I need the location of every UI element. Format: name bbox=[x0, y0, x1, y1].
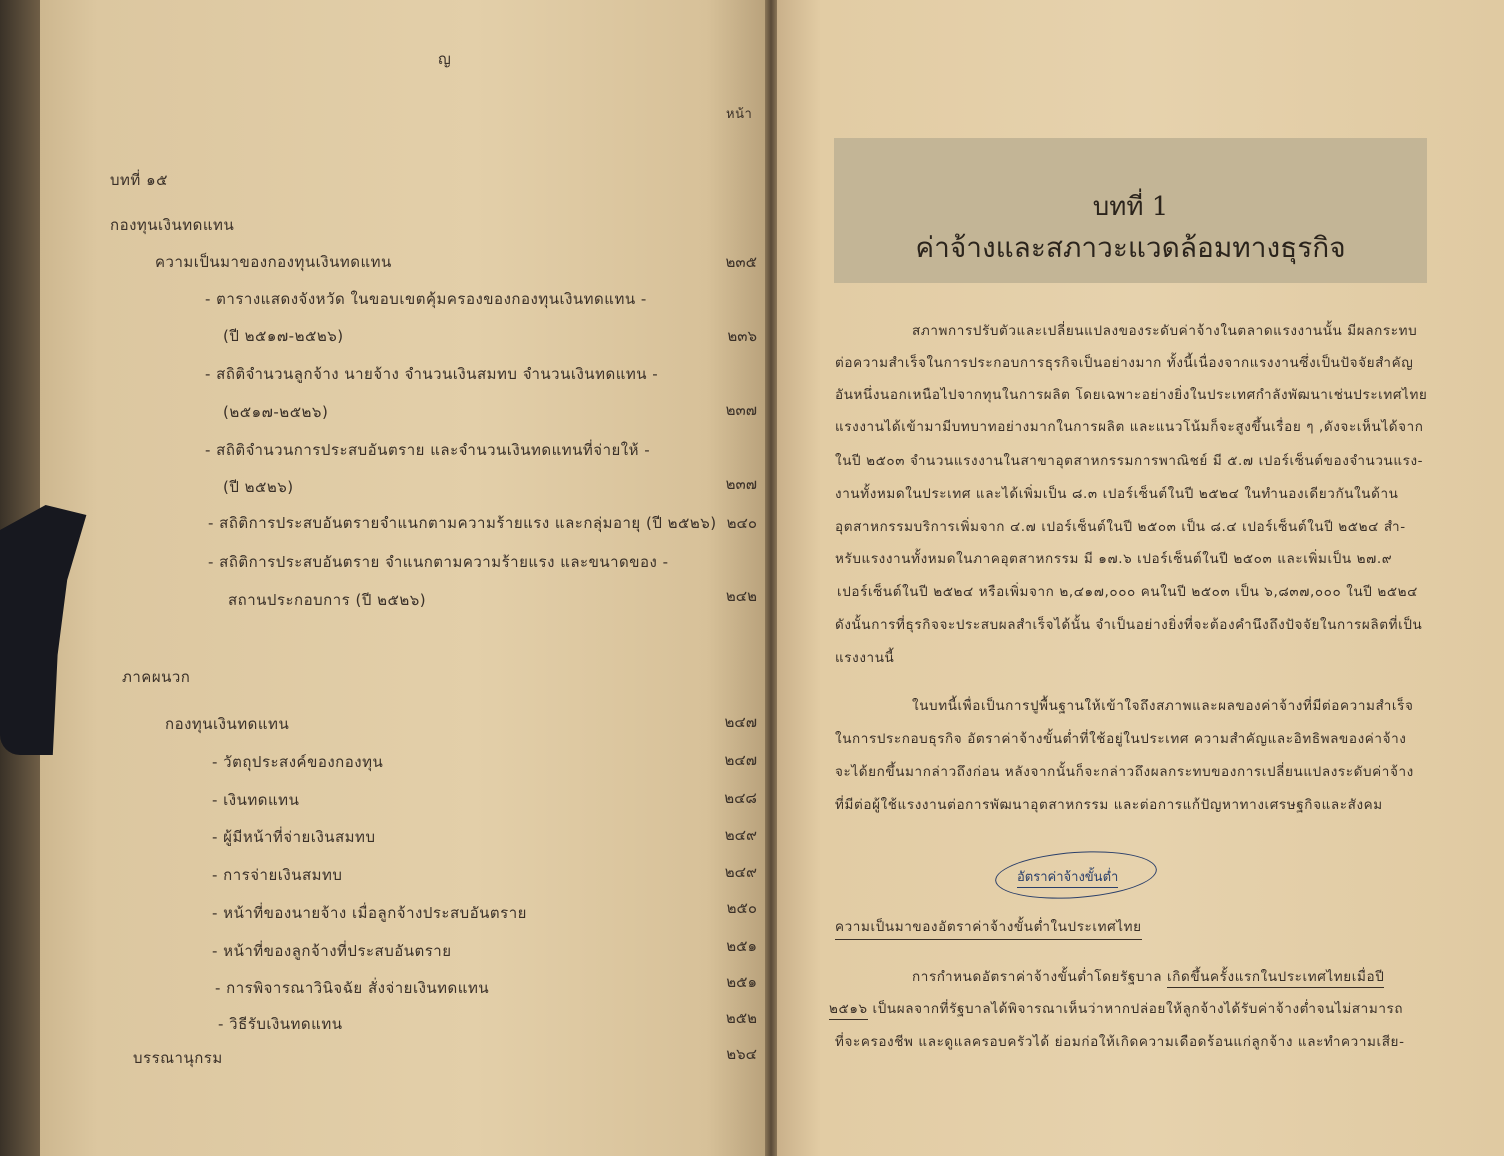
toc-page-number: ๒๔๒ bbox=[725, 587, 757, 605]
toc-entry: ความเป็นมาของกองทุนเงินทดแทน bbox=[155, 253, 392, 271]
paragraph-line: ในการประกอบธุรกิจ อัตราค่าจ้างขั้นต่ำที่ใช้อยู่ในประเทศ ความสำคัญและอิทธิพลของค่าจ้าง bbox=[835, 731, 1407, 747]
appendix-entry: - หน้าที่ของนายจ้าง เมื่อลูกจ้างประสบอันตราย bbox=[212, 904, 527, 922]
toc-entry: - สถิติการประสบอันตรายจำแนกตามความร้ายแรง และกลุ่มอายุ (ปี ๒๕๒๖) bbox=[208, 514, 717, 532]
underlined-text: ๒๕๑๖ bbox=[829, 1001, 868, 1020]
appendix-entry: - การจ่ายเงินสมทบ bbox=[212, 866, 343, 884]
appendix-section: กองทุนเงินทดแทน bbox=[165, 715, 290, 733]
toc-entry: - สถิติจำนวนการประสบอันตราย และจำนวนเงินทดแทนที่จ่ายให้ - bbox=[205, 441, 651, 459]
toc-entry: (ปี ๒๕๑๗-๒๕๒๖) bbox=[223, 327, 344, 345]
appendix-entry: - การพิจารณาวินิจฉัย สั่งจ่ายเงินทดแทน bbox=[215, 979, 490, 997]
underlined-text: เกิดขึ้นครั้งแรกในประเทศไทยเมื่อปี bbox=[1167, 969, 1384, 988]
appendix-entry: - ผู้มีหน้าที่จ่ายเงินสมทบ bbox=[212, 828, 376, 846]
section-heading-oval-label: อัตราค่าจ้างขั้นต่ำ bbox=[1017, 866, 1118, 888]
toc-page-number: ๒๕๑ bbox=[726, 937, 757, 955]
toc-page-number: ๒๕๑ bbox=[726, 973, 757, 991]
paragraph-line: เปอร์เซ็นต์ในปี ๒๕๒๔ หรือเพิ่มจาก ๒,๔๑๗,๐๐๐ คนในปี ๒๕๐๓ เป็น ๖,๘๓๗,๐๐๐ ในปี ๒๕๒๔ bbox=[837, 584, 1418, 600]
toc-entry: - ตารางแสดงจังหวัด ในขอบเขตคุ้มครองของกองทุนเงินทดแทน - bbox=[205, 290, 647, 308]
book-gutter bbox=[765, 0, 777, 1156]
paragraph-line: แรงงานนี้ bbox=[835, 650, 895, 666]
appendix-entry: - วัตถุประสงค์ของกองทุน bbox=[212, 753, 384, 771]
toc-page-number: ๒๔๙ bbox=[724, 826, 757, 844]
toc-page-number: ๒๖๔ bbox=[726, 1045, 757, 1063]
chapter-heading-box bbox=[834, 138, 1427, 283]
appendix-entry: - เงินทดแทน bbox=[212, 791, 300, 809]
toc-page-number: ๒๔๘ bbox=[724, 789, 757, 807]
toc-page-number: ๒๔๗ bbox=[724, 713, 757, 731]
paragraph-line: จะได้ยกขึ้นมากล่าวถึงก่อน หลังจากนั้นก็จะกล่าวถึงผลกระทบของการเปลี่ยนแปลงระดับค่าจ้าง bbox=[835, 764, 1414, 780]
toc-page-number: ๒๔๗ bbox=[724, 751, 757, 769]
subsection-title: ความเป็นมาของอัตราค่าจ้างขั้นต่ำในประเทศไทย bbox=[835, 915, 1142, 940]
paragraph-line: ที่จะครองชีพ และดูแลครอบครัวได้ ย่อมก่อให้เกิดความเดือดร้อนแก่ลูกจ้าง และทำความเสีย- bbox=[835, 1034, 1405, 1050]
paragraph-text: การกำหนดอัตราค่าจ้างขั้นต่ำโดยรัฐบาล bbox=[912, 969, 1168, 985]
toc-entry: - สถิติการประสบอันตราย จำแนกตามความร้ายแรง และขนาดของ - bbox=[208, 553, 669, 571]
left-page bbox=[40, 0, 765, 1156]
toc-page-number: ๒๓๗ bbox=[725, 401, 757, 419]
toc-entry: สถานประกอบการ (ปี ๒๕๒๖) bbox=[228, 591, 427, 609]
paragraph-line: ดังนั้นการที่ธุรกิจจะประสบผลสำเร็จได้นั้น จำเป็นอย่างยิ่งที่จะต้องคำนึงถึงปัจจัยในการผลิตที่เป็น bbox=[835, 617, 1423, 633]
toc-entry: (ปี ๒๕๒๖) bbox=[223, 478, 294, 496]
appendix-label: ภาคผนวก bbox=[122, 668, 191, 686]
toc-page-number: ๒๓๖ bbox=[727, 327, 757, 345]
bibliography-entry: บรรณานุกรม bbox=[133, 1049, 223, 1067]
paragraph-line: ในบทนี้เพื่อเป็นการปูพื้นฐานให้เข้าใจถึงสภาพและผลของค่าจ้างที่มีต่อความสำเร็จ bbox=[912, 698, 1414, 714]
paragraph-line: ที่มีต่อผู้ใช้แรงงานต่อการพัฒนาอุตสาหกรรม และต่อการแก้ปัญหาทางเศรษฐกิจและสังคม bbox=[835, 797, 1383, 813]
paragraph-line: ต่อความสำเร็จในการประกอบการธุรกิจเป็นอย่างมาก ทั้งนี้เนื่องจากแรงงานซึ่งเป็นปัจจัยสำคัญ bbox=[835, 355, 1414, 371]
paragraph-line: อุตสาหกรรมบริการเพิ่มจาก ๔.๗ เปอร์เซ็นต์ในปี ๒๕๐๓ เป็น ๘.๔ เปอร์เซ็นต์ในปี ๒๕๒๔ สำ- bbox=[835, 519, 1406, 535]
toc-entry: - สถิติจำนวนลูกจ้าง นายจ้าง จำนวนเงินสมทบ จำนวนเงินทดแทน - bbox=[205, 365, 659, 383]
chapter-title: ค่าจ้างและสภาวะแวดล้อมทางธุรกิจ bbox=[915, 231, 1346, 264]
chapter-heading: บทที่ 1 bbox=[1092, 192, 1169, 222]
page-mark: ญ bbox=[438, 50, 452, 68]
right-page bbox=[777, 0, 1504, 1156]
paragraph-line bbox=[912, 965, 1384, 987]
paragraph-line: งานทั้งหมดในประเทศ และได้เพิ่มเป็น ๘.๓ เปอร์เซ็นต์ในปี ๒๕๒๔ ในทำนองเดียวกันในด้าน bbox=[835, 486, 1399, 502]
paragraph-line: หรับแรงงานทั้งหมดในภาคอุตสาหกรรม มี ๑๗.๖ เปอร์เซ็นต์ในปี ๒๕๐๓ และเพิ่มเป็น ๒๗.๙ bbox=[835, 551, 1393, 567]
paragraph-text: เป็นผลจากที่รัฐบาลได้พิจารณาเห็นว่าหากปล่อยให้ลูกจ้างได้รับค่าจ้างต่ำจนไม่สามารถ bbox=[867, 1001, 1404, 1017]
paragraph-line: แรงงานได้เข้ามามีบทบาทอย่างมากในการผลิต และแนวโน้มก็จะสูงขึ้นเรื่อย ๆ ,ดังจะเห็นได้จาก bbox=[835, 419, 1424, 435]
toc-page-number: ๒๔๙ bbox=[724, 863, 757, 881]
toc-page-number: ๒๕๒ bbox=[725, 1009, 757, 1027]
paragraph-line: ในปี ๒๕๐๓ จำนวนแรงงานในสาขาอุตสาหกรรมการพาณิชย์ มี ๕.๗ เปอร์เซ็นต์ของจำนวนแรง- bbox=[835, 453, 1424, 469]
toc-page-number: ๒๔๐ bbox=[726, 514, 757, 532]
toc-page-number: ๒๕๐ bbox=[726, 899, 757, 917]
toc-page-number: ๒๓๗ bbox=[725, 475, 757, 493]
chapter-label: บทที่ ๑๕ bbox=[110, 171, 168, 189]
appendix-entry: - หน้าที่ของลูกจ้างที่ประสบอันตราย bbox=[212, 942, 452, 960]
paragraph-line: อันหนึ่งนอกเหนือไปจากทุนในการผลิต โดยเฉพาะอย่างยิ่งในประเทศกำลังพัฒนาเช่นประเทศไทย bbox=[835, 387, 1428, 403]
page-column-header: หน้า bbox=[726, 107, 753, 122]
section-title: กองทุนเงินทดแทน bbox=[110, 216, 235, 234]
toc-entry: (๒๕๑๗-๒๕๒๖) bbox=[223, 403, 329, 421]
toc-page-number: ๒๓๕ bbox=[725, 253, 757, 271]
paragraph-line bbox=[829, 997, 1403, 1019]
paragraph-line: สภาพการปรับตัวและเปลี่ยนแปลงของระดับค่าจ้างในตลาดแรงงานนั้น มีผลกระทบ bbox=[912, 323, 1418, 339]
appendix-entry: - วิธีรับเงินทดแทน bbox=[218, 1015, 343, 1033]
